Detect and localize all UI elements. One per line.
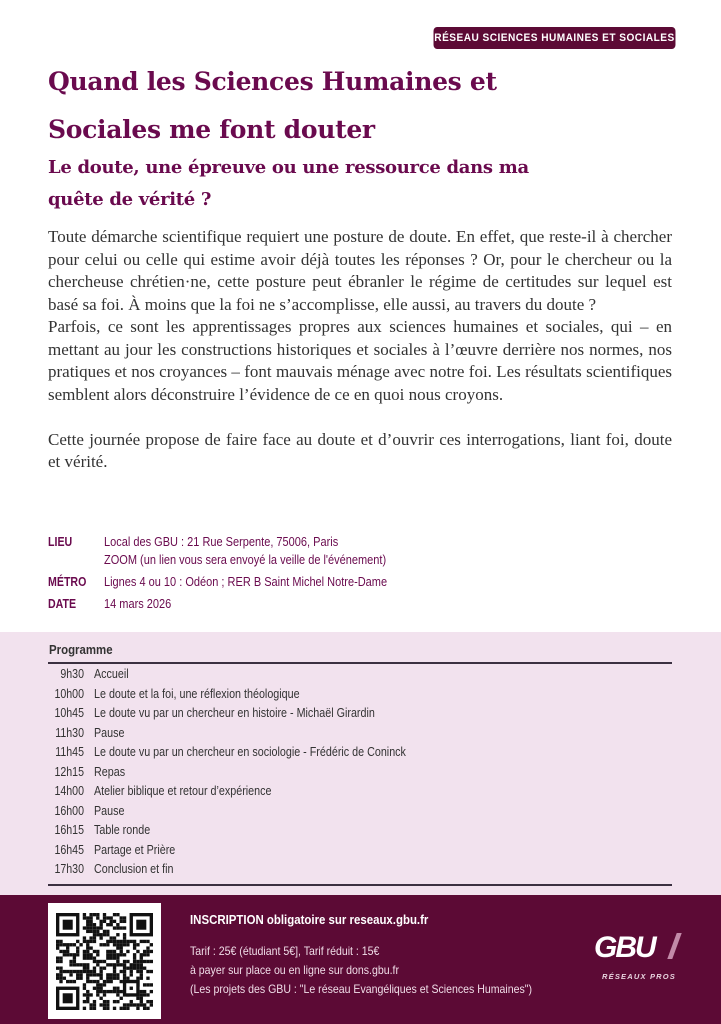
programme-item — [48, 860, 668, 880]
programme-bottom-divider — [48, 884, 672, 886]
programme-label: Pause — [94, 725, 125, 740]
footer — [0, 895, 721, 1024]
programme-label: Conclusion et fin — [94, 862, 174, 876]
programme-item — [48, 821, 668, 841]
programme-label: Partage et Prière — [94, 842, 176, 857]
lieu-label: LIEU — [48, 535, 73, 549]
title-line-2: Sociales me font douter — [48, 115, 375, 144]
programme-title: Programme — [49, 642, 113, 657]
programme-top-divider — [48, 662, 672, 664]
programme-label: Accueil — [94, 667, 129, 681]
date-value: 14 mars 2026 — [104, 597, 172, 611]
programme-section — [0, 632, 721, 895]
programme-time: 17h30 — [54, 862, 84, 876]
event-info — [48, 533, 648, 617]
page-subtitle — [48, 152, 668, 216]
intro-paragraph-3: Cette journée propose de faire face au doute et d’ouvrir ces interrogations, liant foi, doute et vérité. — [48, 429, 672, 471]
lieu-line-2: ZOOM (un lien vous sera envoyé la veille de l'événement) — [104, 553, 387, 567]
metro-label: MÉTRO — [48, 575, 87, 589]
metro-value: Lignes 4 ou 10 : Odéon ; RER B Saint Michel Notre-Dame — [104, 575, 388, 589]
page-title — [48, 58, 668, 154]
title-line-1: Quand les Sciences Humaines et — [48, 67, 497, 96]
subtitle-line-1: Le doute, une épreuve ou une ressource dans ma — [48, 157, 529, 178]
programme-item — [48, 802, 668, 822]
qr-code-icon — [56, 913, 153, 1010]
programme-time: 10h45 — [54, 706, 84, 720]
programme-label: Le doute vu par un chercheur en sociologie - Frédéric de Coninck — [94, 745, 406, 759]
programme-time: 16h00 — [54, 803, 84, 818]
network-badge: RÉSEAU SCIENCES HUMAINES ET SOCIALES — [434, 27, 676, 49]
programme-time: 10h00 — [54, 686, 84, 701]
programme-item — [48, 724, 668, 744]
programme-label: Le doute et la foi, une réflexion théologique — [94, 686, 300, 701]
intro-paragraph-2: Parfois, ce sont les apprentissages propres aux sciences humaines et sociales, qui – en mettant au jour les constructions historiques et sociales à l’œuvre derrière nos normes, nos pratiques et nos croyances – font mauvais ménage avec notre foi. Les résultats scientifiques semblent alors déconstruire l’évidence de ce en quoi nous croyons. — [48, 317, 672, 404]
info-row-lieu — [48, 533, 648, 569]
programme-item — [48, 743, 668, 763]
gbu-logo-subtitle: RÉSEAUX PROS — [602, 972, 676, 981]
programme-time: 9h30 — [60, 667, 84, 681]
programme-label: Table ronde — [94, 823, 151, 837]
fee-line-3: (Les projets des GBU : "Le réseau Evangéliques et Sciences Humaines") — [190, 982, 533, 996]
lieu-value — [104, 533, 583, 569]
programme-item — [48, 685, 668, 705]
programme-item — [48, 763, 668, 783]
programme-item — [48, 841, 668, 861]
qr-code[interactable] — [48, 903, 161, 1019]
programme-time: 11h30 — [55, 725, 84, 740]
info-row-date — [48, 595, 648, 613]
intro-paragraph-1: Toute démarche scientifique requiert une posture de doute. En effet, que reste-il à chercher pour celui ou celle qui estime avoir déjà toutes les réponses ? Or, pour le chercheur ou la chercheuse chrétien·ne, cette posture peut ébranler le régime de certitudes sur lequel est basé sa foi. À moins que la foi ne s’accomplisse, elle aussi, au travers du doute ? — [48, 227, 672, 314]
programme-list — [48, 665, 668, 880]
fee-line-1: Tarif : 25€ (étudiant 5€], Tarif réduit : 15€ — [190, 944, 380, 958]
programme-label: Le doute vu par un chercheur en histoire - Michaël Girardin — [94, 706, 375, 720]
programme-item — [48, 665, 668, 685]
programme-label: Pause — [94, 803, 125, 818]
registration-text: INSCRIPTION obligatoire sur reseaux.gbu.fr — [190, 912, 429, 927]
gbu-logo — [592, 931, 692, 991]
fee-line-2: à payer sur place ou en ligne sur dons.gbu.fr — [190, 963, 399, 977]
intro-text — [48, 226, 672, 474]
programme-time: 11h45 — [55, 745, 84, 759]
programme-label: Repas — [94, 764, 126, 779]
programme-time: 14h00 — [54, 784, 84, 798]
programme-label: Atelier biblique et retour d’expérience — [94, 784, 272, 798]
programme-time: 12h15 — [54, 764, 84, 779]
info-row-metro — [48, 573, 648, 591]
subtitle-line-2: quête de vérité ? — [48, 189, 212, 210]
gbu-logo-mark: GBU — [594, 931, 655, 964]
programme-time: 16h45 — [54, 842, 84, 857]
programme-item — [48, 782, 668, 802]
programme-item — [48, 704, 668, 724]
logo-accent-icon — [667, 933, 681, 959]
fees-text — [190, 942, 532, 999]
date-label: DATE — [48, 597, 77, 611]
programme-time: 16h15 — [54, 823, 84, 837]
lieu-line-1: Local des GBU : 21 Rue Serpente, 75006, Paris — [104, 535, 339, 549]
